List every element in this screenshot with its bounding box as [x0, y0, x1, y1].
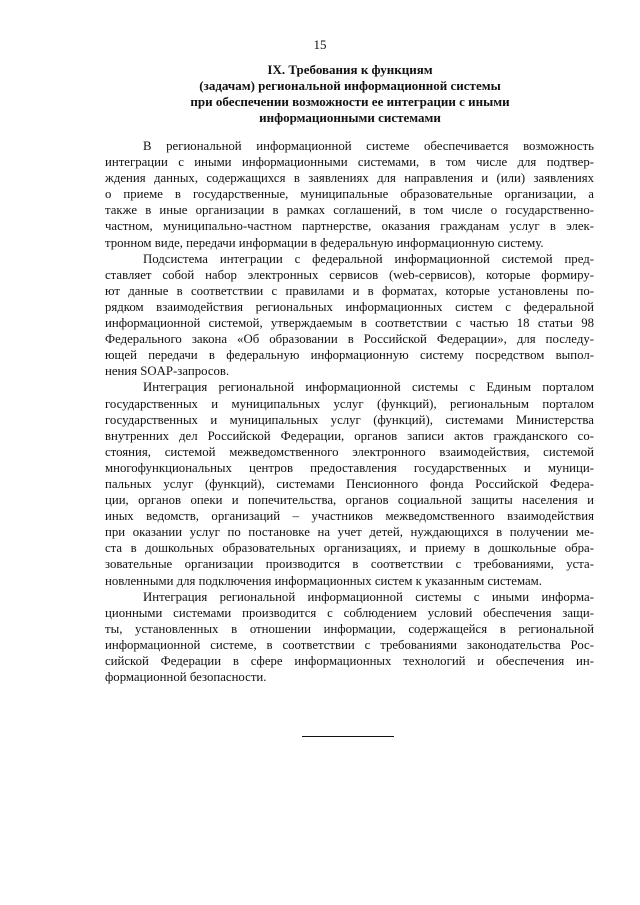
- paragraph-line: иных ведомств, организаций – участников межведомственного взаимодействия: [105, 509, 594, 524]
- paragraph: [105, 379, 594, 588]
- page-number: 15: [313, 37, 327, 52]
- paragraph-line: В региональной информационной системе обеспечивается возможность: [143, 139, 594, 153]
- end-rule: [302, 736, 394, 737]
- paragraph-line: государственных и муниципальных услуг (функций), системами Министерства: [105, 412, 594, 427]
- paragraph-line: ты, установленных в отношении информации, содержащейся в региональной: [105, 621, 594, 636]
- paragraph-line: пальных услуг (функций), системами Пенсионного фонда Российской Федера-: [105, 476, 594, 491]
- paragraph-line: о приеме в государственные, муниципальные образовательные организации, а: [105, 187, 594, 202]
- paragraph-line: ста в дошкольных образовательных организациях, и приему в дошкольные обра-: [105, 541, 594, 556]
- heading-line: при обеспечении возможности ее интеграции с иными: [190, 94, 510, 109]
- heading-line: IX. Требования к функциям: [267, 62, 433, 77]
- paragraph-line: частном, муниципально-частном партнерстве, оказания гражданам услуг в элек-: [105, 219, 594, 234]
- paragraph-line: тронном виде, передачи информации в федеральную информационную систему.: [105, 235, 544, 250]
- paragraph-line: ции, органов опеки и попечительства, органов социальной защиты населения и: [105, 493, 594, 508]
- paragraph-line: многофункциональных центров предоставления государственных и муници-: [105, 460, 594, 475]
- paragraph-line: нения SOAP-запросов.: [105, 364, 230, 379]
- paragraph-line: Интеграция региональной информационной системы с Единым порталом: [143, 380, 594, 395]
- body-text: [105, 138, 594, 685]
- paragraph: [105, 251, 594, 380]
- paragraph: [105, 589, 594, 686]
- heading-line: информационными системами: [259, 110, 441, 125]
- paragraph-line: рядком взаимодействия региональных информационных систем с федеральной: [105, 299, 594, 314]
- paragraph-line: информационной системой, утверждаемым в соответствии с частью 18 статьи 98: [105, 316, 594, 331]
- paragraph-line: формационной безопасности.: [105, 670, 267, 685]
- paragraph-line: интеграции с иными информационными системами, в том числе для подтвер-: [105, 155, 594, 170]
- paragraph-line: сийской Федерации в сфере информационных технологий и обеспечения ин-: [105, 654, 594, 668]
- paragraph-line: ставляет собой набор электронных сервисов (web-сервисов), которые формиру-: [105, 267, 594, 282]
- paragraph-line: ют данные в соответствии с правилами и в форматах, которые установлены по-: [105, 283, 594, 298]
- paragraph: [105, 138, 594, 251]
- paragraph-line: внутренних дел Российской Федерации, органов записи актов гражданского со-: [105, 428, 594, 443]
- paragraph-line: ющей передачи в федеральную информационную систему посредством выпол-: [105, 348, 594, 363]
- paragraph-line: новленными для подключения информационных систем к указанным системам.: [105, 573, 542, 588]
- paragraph-line: информационной системе, в соответствии с требованиями законодательства Рос-: [105, 637, 594, 652]
- paragraph-line: стояния, системой межведомственного электронного взаимодействия, системой: [105, 444, 594, 459]
- paragraph-line: зовательные организации производится в соответствии с требованиями, уста-: [105, 557, 594, 572]
- paragraph-line: также в иные организации в рамках соглашений, в том числе о государственно-: [105, 203, 594, 218]
- paragraph-line: Федерального закона «Об образовании в Российской Федерации», для последу-: [105, 332, 594, 347]
- paragraph-line: ционными системами производится с соблюдением условий обеспечения защи-: [105, 605, 594, 620]
- heading-line: (задачам) региональной информационной системы: [199, 78, 501, 93]
- paragraph-line: ждения данных, содержащихся в заявлениях для направления и (или) заявлениях: [105, 171, 594, 186]
- paragraph-line: Подсистема интеграции с федеральной информационной системой пред-: [143, 251, 594, 266]
- section-heading: [100, 62, 600, 126]
- paragraph-line: Интеграция региональной информационной системы с иными информа-: [143, 589, 594, 604]
- paragraph-line: при оказании услуг по постановке на учет детей, нуждающихся в получении ме-: [105, 525, 594, 540]
- paragraph-line: государственных и муниципальных услуг (функций), региональным порталом: [105, 396, 594, 411]
